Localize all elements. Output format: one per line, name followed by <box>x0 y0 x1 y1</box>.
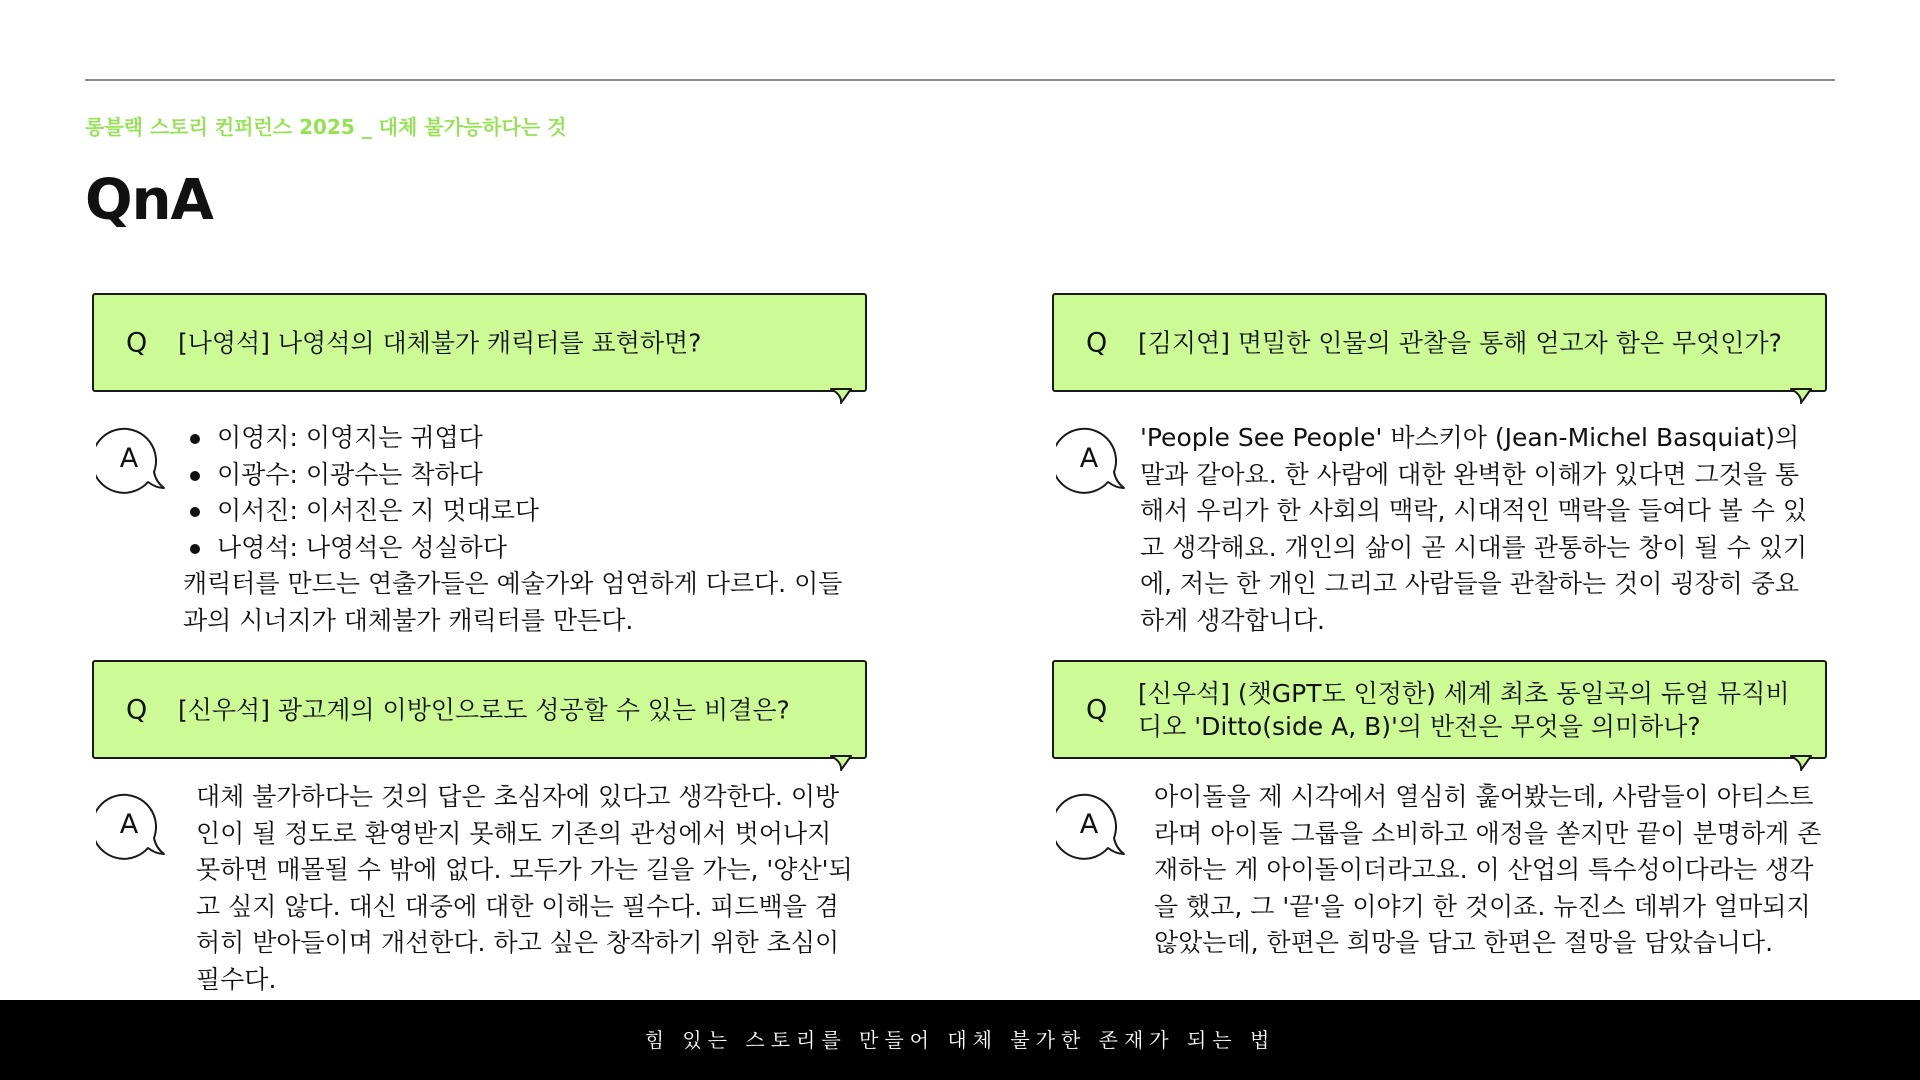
list-item: 이서진: 이서진은 지 멋대로다 <box>183 493 853 530</box>
top-divider <box>85 79 1835 81</box>
question-mark: Q <box>126 327 148 358</box>
footer-text: 힘 있는 스토리를 만들어 대체 불가한 존재가 되는 법 <box>644 1028 1276 1052</box>
answer-text: 캐릭터를 만드는 연출가들은 예술가와 엄연하게 다르다. 이들과의 시너지가 대체불가 캐릭터를 만든다. <box>183 569 843 635</box>
footer-bar <box>0 1000 1920 1080</box>
speech-tail-icon <box>829 755 853 771</box>
answer-text: 'People See People' 바스키아 (Jean-Michel Basquiat)의 말과 같아요. 한 사람에 대한 완벽한 이해가 있다면 그것을 통해서 우리가 한 사회의 맥락, 시대적인 맥락을 들여다 볼 수 있고 생각해요. 개인의 삶이 곧 시대를 관통하는 창이 될 수 있기에, 저는 한 개인 그리고 사람들을 관찰하는 것이 굉장히 중요하게 생각합니다. <box>1140 423 1808 635</box>
question-text: [나영석] 나영석의 대체불가 캐릭터를 표현하면? <box>178 328 702 357</box>
question-text: [신우석] (챗GPT도 인정한) 세계 최초 동일곡의 듀얼 뮤직비디오 'Ditto(side A, B)'의 반전은 무엇을 의미하나? <box>1138 678 1790 741</box>
question-mark: Q <box>1086 694 1108 725</box>
speech-tail-icon <box>1789 755 1813 771</box>
answer-bubble-icon <box>96 426 168 498</box>
question-text: [김지연] 면밀한 인물의 관찰을 통해 얻고자 함은 무엇인가? <box>1138 328 1782 357</box>
question-box-1 <box>92 293 867 392</box>
speech-tail-icon <box>829 388 853 404</box>
answer-2 <box>1140 420 1812 639</box>
answer-mark: A <box>1079 809 1099 840</box>
answer-text: 대체 불가하다는 것의 답은 초심자에 있다고 생각한다. 이방인이 될 정도로 환영받지 못해도 기존의 관성에서 벗어나지 못하면 매몰될 수 밖에 없다. 모두가 가는 길을 가는, '양산'되고 싶지 않다. 대신 대중에 대한 이해는 필수다. 피드백을 겸허히 받아들이며 개선한다. 하고 싶은 창작하기 위한 초심이 필수다. <box>196 782 853 994</box>
question-mark: Q <box>1086 327 1108 358</box>
page-title: QnA <box>85 168 213 233</box>
answer-3 <box>196 779 860 998</box>
answer-bubble-icon <box>96 792 168 864</box>
answer-mark: A <box>1079 443 1099 474</box>
answer-4 <box>1154 779 1826 962</box>
speech-tail-icon <box>1789 388 1813 404</box>
list-item: 이영지: 이영지는 귀엽다 <box>183 420 853 457</box>
answer-1 <box>183 420 853 639</box>
list-item: 나영석: 나영석은 성실하다 <box>183 530 853 567</box>
answer-mark: A <box>119 443 139 474</box>
question-box-4 <box>1052 660 1827 759</box>
answer-mark: A <box>119 809 139 840</box>
question-box-2 <box>1052 293 1827 392</box>
question-mark: Q <box>126 694 148 725</box>
question-text: [신우석] 광고계의 이방인으로도 성공할 수 있는 비결은? <box>178 695 790 724</box>
character-list <box>183 420 853 566</box>
answer-bubble-icon <box>1056 426 1128 498</box>
list-item: 이광수: 이광수는 착하다 <box>183 457 853 494</box>
answer-bubble-icon <box>1056 792 1128 864</box>
answer-text: 아이돌을 제 시각에서 열심히 훑어봤는데, 사람들이 아티스트라며 아이돌 그룹을 소비하고 애정을 쏟지만 끝이 분명하게 존재하는 게 아이돌이더라고요. 이 산업의 특수성이다라는 생각을 했고, 그 '끝'을 이야기 한 것이죠. 뉴진스 데뷔가 얼마되지 않았는데, 한편은 희망을 담고 한편은 절망을 담았습니다. <box>1154 782 1822 957</box>
page-subtitle: 롱블랙 스토리 컨퍼런스 2025 _ 대체 불가능하다는 것 <box>85 115 567 139</box>
question-box-3 <box>92 660 867 759</box>
